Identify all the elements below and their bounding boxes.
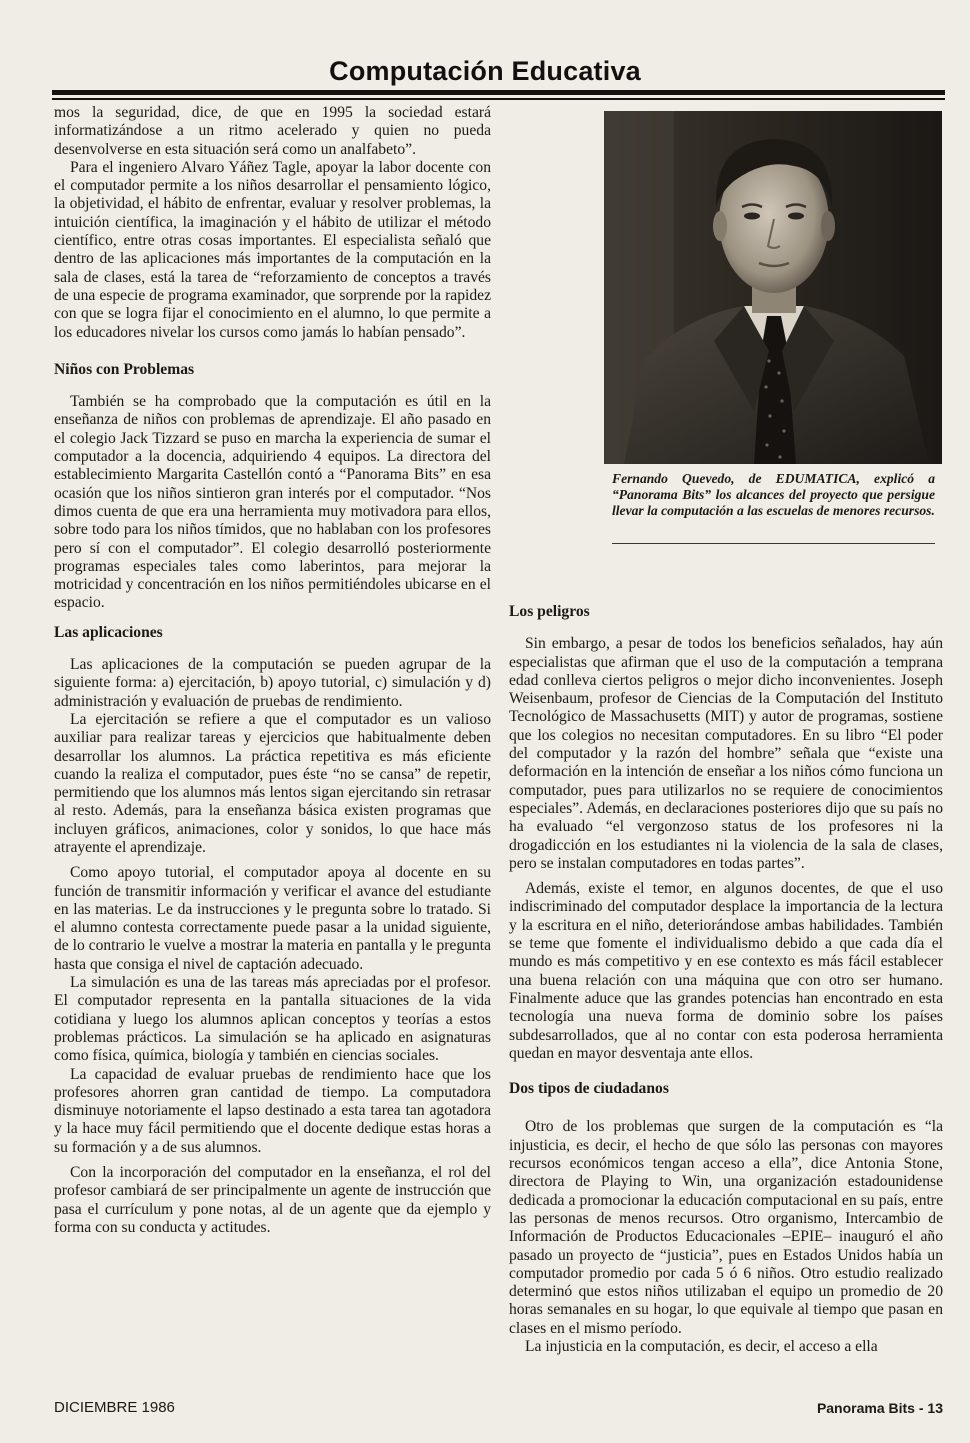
footer-page-number: Panorama Bits - 13 bbox=[816, 1400, 943, 1416]
portrait-photo bbox=[604, 111, 942, 464]
portrait-illustration bbox=[604, 111, 942, 464]
paragraph: Para el ingeniero Alvaro Yáñez Tagle, apoyar la labor docente con el computador permite a los niños desarrollar el pensamiento lógico, la objetividad, el hábito de enfrentar, evaluar y resolver problemas, la intuición científica, la imaginación y el hábito de utilizar el método científico, entre otras cosas importantes. El especialista señaló que dentro de las aplicaciones más importantes de la computación en la sala de clases, está la tarea de “reforzamiento de conceptos a través de una especie de programa examinador, que sorprende por la rapidez con que se logra fijar el conocimiento en el alumno, lo que permite a los educadores nivelar los cursos como jamás lo habían pensado”. bbox=[54, 158, 491, 341]
header-rule-thin bbox=[52, 98, 945, 100]
footer-date: DICIEMBRE 1986 bbox=[54, 1399, 175, 1416]
paragraph: Las aplicaciones de la computación se pueden agrupar de la siguiente forma: a) ejercitación, b) apoyo tutorial, c) simulación y d) administración y evaluación de pruebas de rendimiento. bbox=[54, 656, 491, 710]
paragraph: Además, existe el temor, en algunos docentes, de que el uso indiscriminado del computador desplace la importancia de la lectura y la escritura en el niño, deteriorándose ambas habilidades. También se teme que fomente el individualismo debido a que cada día el mundo es más competitivo y en ese contexto es más fácil establecer una buena relación con una máquina que con otro ser humano. Finalmente aduce que las grandes potencias han encontrado en esta tecnología una nueva forma de dominio sobre los países subdesarrollados, que al no contar con esta poderosa herramienta quedan en mayor desventaja ante ellos. bbox=[509, 880, 943, 1062]
paragraph: Otro de los problemas que surgen de la computación es “la injusticia, es decir, el hecho de que sólo las personas con mayores recursos económicos tengan acceso a ella”, dice Antonia Stone, directora de Playing to Win, una organización estadounidense dedicada a promocionar la educación computacional en su país, entre las personas de menos recursos. Otro organismo, Intercambio de Información de Productos Educacionales –EPIE– inauguró el año pasado un proyecto de “justicia”, pues en Estados Unidos había un computador promedio por cada 5 ó 6 niños. Otro estudio realizado determinó que estos niños utilizaban el equipo un promedio de 20 horas semanales en su hogar, lo que equivale al tiempo que pasan en clases en el mismo período. bbox=[509, 1118, 943, 1337]
paragraph: La capacidad de evaluar pruebas de rendimiento hace que los profesores ahorren gran cantidad de tiempo. La computadora disminuye notoriamente el lapso destinado a esta tarea tan agotadora y la hace muy fácil permitiendo que el docente dedique estas horas a su formación y a de sus alumnos. bbox=[54, 1065, 491, 1156]
paragraph: mos la seguridad, dice, de que en 1995 la sociedad estará informatizándose a un ritmo acelerado y quien no pueda desenvolverse en esta situación será como un analfabeto”. bbox=[54, 104, 491, 158]
paragraph: También se ha comprobado que la computación es útil en la enseñanza de niños con problemas de aprendizaje. El año pasado en el colegio Jack Tizzard se puso en marcha la experiencia de sumar el computador a la docencia, adquiriendo 4 equipos. La directora del establecimiento Margarita Castellón contó a “Panorama Bits” en esa ocasión que los niños sintieron gran interés por el computador. “Nos dimos cuenta de que era una herramienta muy motivadora para ellos, sobre todo para los niños tímidos, que no hablaban con los profesores pero sí con el computador”. El colegio desarrolló posteriormente programas especiales tales como laberintos, para mejorar la motricidad y concentración en los niños permitiéndoles ubicarse en el espacio. bbox=[54, 393, 491, 612]
paragraph: Con la incorporación del computador en la enseñanza, el rol del profesor cambiará de ser principalmente un agente de instrucción que pasa el currículum y pone notas, al de un agente que da ejemplo y forma con su conducta y actitudes. bbox=[54, 1164, 491, 1236]
subheading-las-aplicaciones: Las aplicaciones bbox=[54, 623, 163, 641]
header-rule-thick bbox=[52, 90, 945, 95]
right-column bbox=[509, 603, 943, 1356]
paragraph: Como apoyo tutorial, el computador apoya al docente en su función de transmitir información y verificar el avance del estudiante en las materias. Le da instrucciones y le pregunta sobre lo tratado. Si el alumno contesta correctamente puede pasar a la unidad siguiente, de lo contrario le vuelve a mostrar la materia en pantalla y le pregunta hasta que consiga el nivel de captación adecuado. bbox=[54, 864, 491, 973]
subheading-ninos-con-problemas: Niños con Problemas bbox=[54, 360, 195, 378]
section-title: Computación Educativa bbox=[329, 56, 641, 86]
subheading-dos-tipos-de-ciudadanos: Dos tipos de ciudadanos bbox=[509, 1080, 669, 1098]
photo-caption: Fernando Quevedo, de EDUMATICA, explicó a “Panorama Bits” los alcances del proyecto que persigue llevar la computación a las escuelas de menores recursos. bbox=[612, 471, 935, 518]
paragraph: La injusticia en la computación, es decir, el acceso a ella bbox=[525, 1337, 878, 1355]
paragraph: La ejercitación se refiere a que el computador es un valioso auxiliar para realizar tareas y ejercicios que habitualmente deben desarrollar los alumnos. La práctica repetitiva es más eficiente cuando la realiza el computador, pues éste “no se cansa” de repetir, permitiendo que los alumnos más lentos sigan ejercitando sin retrasar al resto. Además, para la enseñanza básica existen programas que incluyen gráficos, animaciones, color y sonidos, lo que hace más atrayente el aprendizaje. bbox=[54, 710, 491, 856]
subheading-los-peligros: Los peligros bbox=[509, 603, 590, 620]
paragraph: La simulación es una de las tareas más apreciadas por el profesor. El computador representa en la pantalla situaciones de la vida cotidiana y luego los alumnos aplican conceptos y teorías a estos problemas prácticos. La simulación se ha aplicado en asignaturas como física, química, biología y también en ciencias sociales. bbox=[54, 974, 491, 1065]
left-column bbox=[54, 104, 491, 1237]
paragraph: Sin embargo, a pesar de todos los beneficios señalados, hay aún especialistas que afirman que el uso de la computación a temprana edad conlleva ciertos peligros o mejor dicho inconvenientes. Joseph Weisenbaum, profesor de Ciencias de la Computación del Instituto Tecnológico de Massachusetts (MIT) y autor de programas, sostiene que los colegios no necesitan computadores. En su libro “El poder del computador y la razón del hombre” señala que “existe una deformación en la intención de enseñar a los niños cómo funciona un computador, pues para utilizarlos no se requiere de conocimientos especiales”. Además, en declaraciones posteriores dijo que su país no ha evaluado “el vergonzoso status de los profesores ni la drogadicción en los estudiantes ni la violencia de la sala de clases, pero se instalan computadores en todas partes”. bbox=[509, 635, 943, 872]
caption-divider bbox=[612, 543, 935, 544]
